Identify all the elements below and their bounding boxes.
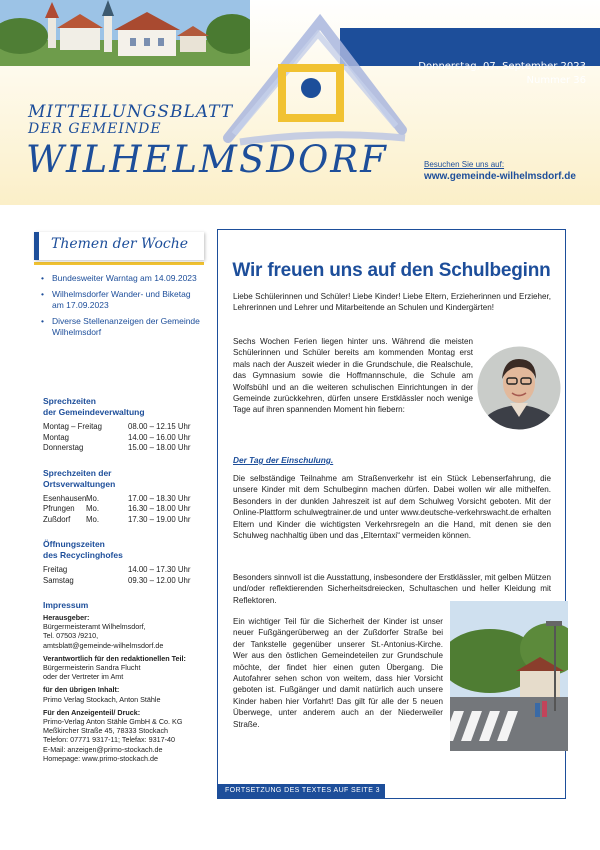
article-paragraph: Die selbständige Teilnahme am Straßenverkehr ist ein Stück Lebenserfahrung, die unsere Kinder mit dem Schulbeginn machen dürfen. Dabei wollen wir alle mithelfen. Besonders in der dunklen Jahreszeit ist auf dem Schulweg Vorsicht geboten. Mit der Online-Plattform schulwegtrainer.de und unter www.deutsche-verkehrswacht.de erhalten Eltern und Kinder die wichtigsten Verkehrsregeln an die Hand, mit denen sie den Schulweg nachhaltig üben und das „Elterntaxi“ vermeiden können. [233, 474, 551, 541]
schedule-day: Montag [43, 432, 70, 442]
recycling-title-l2: des Recyclinghofes [43, 550, 123, 560]
ads-homepage[interactable]: Homepage: www.primo-stockach.de [43, 753, 159, 763]
schedule-row [43, 443, 204, 454]
schedule-time: 08.00 – 12.15 Uhr [128, 422, 191, 431]
village-photo [0, 0, 250, 66]
office-hours-title-l2: der Gemeindeverwaltung [43, 407, 145, 417]
schedule-row [43, 565, 204, 576]
district-hours-title-l2: Ortsverwaltungen [43, 478, 116, 489]
recycling-table [34, 565, 204, 586]
schedule-row [43, 494, 204, 505]
schedule-day: Mo. [86, 514, 99, 524]
website-link[interactable]: www.gemeinde-wilhelmsdorf.de [424, 171, 576, 182]
other-content-label: für den übrigen Inhalt: [43, 685, 120, 695]
mayor-portrait [476, 345, 562, 431]
schedule-day: Mo. [86, 504, 99, 513]
district-hours-title-l1: Sprechzeiten der [43, 467, 112, 478]
ads-label: Für den Anzeigenteil/ Druck: [43, 707, 141, 717]
ads-line: Primo-Verlag Anton Stähle GmbH & Co. KG [43, 717, 183, 727]
lead-article [217, 229, 566, 799]
office-hours-title-l1: Sprechzeiten [43, 396, 96, 406]
continuation-link[interactable]: FORTSETZUNG DES TEXTES AUF SEITE 3 [217, 784, 385, 799]
recycling-title [34, 539, 204, 561]
topic-item[interactable]: • Diverse Stellenanzeigen der Gemeinde Wilhelmsdorf [34, 316, 204, 338]
publisher-label: Herausgeber: [43, 613, 90, 622]
other-content-line: Primo Verlag Stockach, Anton Stähle [43, 694, 161, 704]
schedule-row [43, 433, 204, 444]
sidebar [34, 232, 204, 763]
schedule-row [43, 576, 204, 587]
district-hours-table [34, 494, 204, 526]
article-title: Wir freuen uns auf den Schulbeginn [232, 260, 551, 281]
crosswalk-photo [450, 601, 568, 751]
municipality-logo [220, 10, 410, 150]
article-intro: Liebe Schülerinnen und Schüler! Liebe Kinder! Liebe Eltern, Erzieherinnen und Erzieher, Lehrerinnen und Lehrer und Mitarbeitende an Schulen und Kindergärten! [233, 292, 551, 313]
themen-header [34, 232, 204, 260]
ads-email[interactable]: E-Mail: anzeigen@primo-stockach.de [43, 744, 163, 754]
editorial-label: Verantwortlich für den redaktionellen Teil: [43, 653, 186, 663]
themen-divider [34, 262, 204, 265]
editorial-line: oder der Vertreter im Amt [43, 672, 124, 682]
schedule-place: Pfrungen [43, 504, 75, 513]
article-paragraph: Sechs Wochen Ferien liegen hinter uns. Während die meisten Schülerinnen und Schüler bereits am kommenden Montag erst mals nach der Auszeit wieder in die Grundschule, die Realschule, das Gymnasium sowie die Hoffmannschule, die Schule am Wolfsbühl und an die weiteren schulischen Einrichtungen in der Gemeinde zurückkehren, dürfen unsere Erstklässler noch wenige Tage auf ihren spannenden Moment hin fiebern: [233, 337, 473, 415]
schedule-place: Zußdorf [43, 514, 71, 524]
schedule-row [43, 504, 204, 515]
schedule-day: Mo. [86, 493, 99, 503]
schedule-time: 15.00 – 18.00 Uhr [128, 443, 191, 452]
editorial-line: Bürgermeisterin Sandra Flucht [43, 663, 141, 673]
topic-item[interactable]: • Wilhelmsdorfer Wander- und Biketag am 17.09.2023 [34, 289, 204, 311]
schedule-time: 09.30 – 12.00 Uhr [128, 575, 191, 585]
visit-label: Besuchen Sie uns auf: [424, 160, 505, 169]
topic-item[interactable]: • Bundesweiter Warntag am 14.09.2023 [34, 273, 204, 284]
publisher-email[interactable]: amtsblatt@gemeinde-wilhelmsdorf.de [43, 640, 164, 650]
ads-line: Meßkircher Straße 45, 78333 Stockach [43, 726, 169, 736]
schedule-day: Freitag [43, 565, 68, 574]
schedule-time: 17.30 – 19.00 Uhr [128, 514, 191, 524]
schedule-day: Donnerstag [43, 443, 84, 452]
district-hours-section [34, 468, 204, 526]
schedule-place: Esenhausen [43, 493, 87, 503]
office-hours-title [34, 396, 204, 418]
impressum-section [34, 600, 204, 763]
impressum-text [34, 613, 204, 763]
schedule-time: 16.30 – 18.00 Uhr [128, 504, 191, 513]
themen-title: Themen der Woche [51, 236, 189, 252]
office-hours-table [34, 422, 204, 454]
masthead-title-line1: MITTEILUNGSBLATT [28, 102, 234, 122]
recycling-title-l1: Öffnungszeiten [43, 539, 105, 549]
article-paragraph: Ein wichtiger Teil für die Sicherheit der Kinder ist unser neuer Fußgängerüberweg an der Zußdorfer Straße bei der Tankstelle gegenüber unserer St.-Antonius-Kirche. Wer aus den östlichen Gemeindeteilen zur Grundschule möchte, der findet hier einen guten Übergang. Die Autofahrer sehen schon von weitem, dass hier Vorsicht geboten ist. Fußgänger und damit natürlich auch unsere Kinder haben hier Vorfahrt! Das gilt für alle der 5 neuen Überwege, unter anderem auch an der Niederweiler Straße. [233, 617, 443, 729]
schedule-day: Montag – Freitag [43, 422, 102, 431]
schedule-time: 17.00 – 18.30 Uhr [128, 493, 191, 503]
publisher-phone: Tel. 07503 /9210, [43, 631, 99, 641]
publisher-line: Bürgermeisteramt Wilhelmsdorf, [43, 622, 146, 632]
article-subheading: Der Tag der Einschulung. [233, 455, 334, 465]
schedule-row [43, 515, 204, 526]
schedule-day: Samstag [43, 575, 74, 585]
ads-line: Telefon: 07771 9317-11; Telefax: 9317-40 [43, 735, 176, 745]
topics-list [34, 273, 204, 338]
office-hours-section [34, 396, 204, 454]
masthead-title-line2: DER GEMEINDE [28, 121, 162, 137]
impressum-title: Impressum [43, 600, 89, 610]
schedule-time: 14.00 – 17.30 Uhr [128, 565, 191, 574]
schedule-row [43, 422, 204, 433]
masthead-title: WILHELMSDORF [26, 138, 388, 181]
schedule-time: 14.00 – 16.00 Uhr [128, 432, 191, 442]
recycling-section [34, 539, 204, 586]
district-hours-title [34, 468, 204, 490]
issue-date: Donnerstag, 07. September 2023 [418, 61, 586, 72]
issue-number: Nummer 36 [526, 75, 586, 86]
masthead [0, 0, 600, 205]
article-paragraph: Besonders sinnvoll ist die Ausstattung, insbesondere der Erstklässler, mit gelben Mützen und/oder reflektierenden Sicherheitsdreiecken, Schultaschen und heller Kleidung mit Reflektoren. [233, 573, 551, 605]
